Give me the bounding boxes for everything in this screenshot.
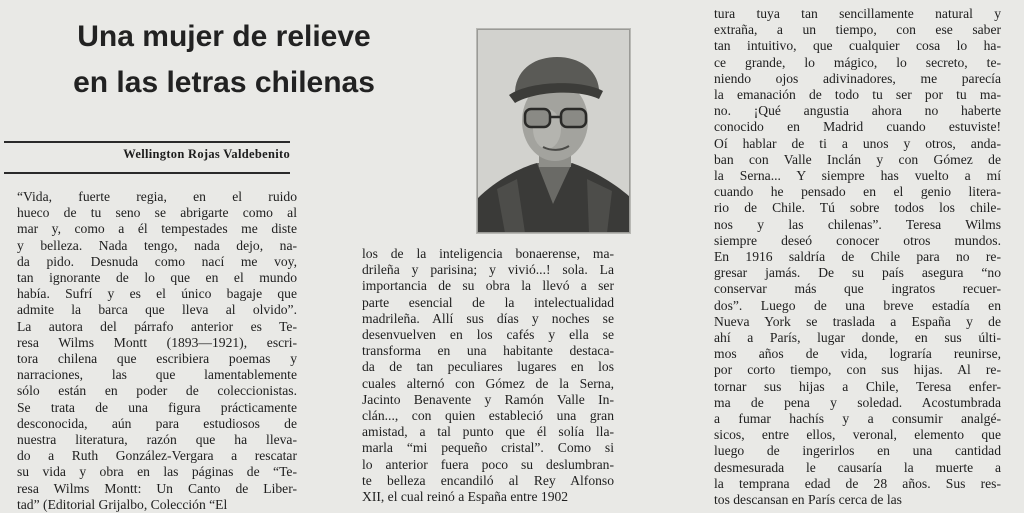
article-text-line: XII, el cual reinó a España entre 1902 (362, 489, 569, 505)
article-text-line: narraciones, las que lamentablemente (17, 367, 297, 383)
article-text-line: tan intuitivo, que cualquier cosa lo ha- (714, 38, 1001, 54)
article-text-line: amistad, a tal punto que él solía lla- (362, 424, 614, 440)
article-text-line: sólo están en poder de coleccionistas. (17, 383, 297, 399)
article-text-line: tura tuya tan sencillamente natural y (714, 6, 1001, 21)
byline: Wellington Rojas Valdebenito (123, 147, 290, 161)
article-text-line: tan ignorante de lo que en el mundo (17, 270, 297, 286)
article-text-line: importancia de su obra la llevó a ser (362, 278, 614, 294)
article-text-line: cuales alternó con Gómez de la Serna, (362, 375, 614, 391)
article-text-line: tora chilena que escribiera poemas y (17, 351, 297, 367)
article-text-line: hueco de tu seno se abrigarte como al (17, 205, 297, 221)
article-text-line: da de tan peculiares lugares en los (362, 359, 614, 375)
article-text-line: transforma en una habitante destaca- (362, 343, 614, 359)
article-text-line: dos”. Luego de una breve estadía en (714, 297, 1001, 313)
article-text-line: gresar jamás. De su país asegura “no (714, 265, 1001, 281)
article-text-line: parte esencial de la intelectualidad (362, 294, 614, 310)
article-column-2 (362, 246, 614, 505)
article-text-line: la Serna... Y siempre has vuelto a mí (714, 168, 1001, 184)
article-text-line: Se trata de una figura prácticamente (17, 399, 297, 415)
article-text-line: a fumar hachís y a consumir analgé- (714, 411, 1001, 427)
article-text-line: ma de pena y soledad. Acostumbrada (714, 394, 1001, 410)
article-text-line: cuando he pensado en el genio litera- (714, 184, 1001, 200)
article-text-line: resa Wilms Montt (1893—1921), escri- (17, 334, 297, 350)
article-text-line: Oí hablar de ti a unos y otros, anda- (714, 135, 1001, 151)
article-text-line: La autora del párrafo anterior es Te- (17, 318, 297, 334)
article-text-line: no. ¡Qué angustia ahora no haberte (714, 103, 1001, 119)
article-text-line: su vida y obra en las páginas de “Te- (17, 464, 297, 480)
article-text-line: los de la inteligencia bonaerense, ma- (362, 246, 614, 261)
article-text-line: Jacinto Benavente y Ramón Valle In- (362, 391, 614, 407)
article-text-line: En 1916 saldría de Chile para no re- (714, 249, 1001, 265)
article-text-line: ce grande, lo mágico, lo secreto, te- (714, 54, 1001, 70)
article-text-line: do a Ruth González-Vergara a rescatar (17, 448, 297, 464)
article-text-line: madrileña. Allí sus días y noches se (362, 310, 614, 326)
article-column-3 (714, 6, 1001, 508)
article-text-line: nuestra literatura, razón que ha lleva- (17, 432, 297, 448)
article-text-line: extraña, a un tiempo, con ese saber (714, 22, 1001, 38)
article-text-line: Nueva York se traslada a España y de (714, 313, 1001, 329)
article-text-line: conocido en Madrid cuando estuviste! (714, 119, 1001, 135)
article-text-line: ahí a París, lugar donde, en sus últi- (714, 330, 1001, 346)
article-text-line: luego de ingerirlos en una cantidad (714, 443, 1001, 459)
article-text-line: conservar más que ingratos recuer- (714, 281, 1001, 297)
article-text-line: mos años de vida, lograría reunirse, (714, 346, 1001, 362)
article-text-line: te belleza encandiló al Rey Alfonso (362, 472, 614, 488)
article-text-line: da pido. Desnuda como nací me voy, (17, 253, 297, 269)
article-text-line: drileña y parisina; y vivió...! sola. La (362, 262, 614, 278)
article-text-line: la temprana edad de 28 años. Sus res- (714, 475, 1001, 491)
article-text-line: admite la barca que lleva al olvido”. (17, 302, 297, 318)
article-text-line: tos descansan en París cerca de las (714, 492, 902, 508)
article-text-line: desenvuelven en los cafés y ella se (362, 327, 614, 343)
article-text-line: nos y las chilenas”. Teresa Wilms (714, 216, 1001, 232)
portrait-photo-icon (477, 29, 630, 233)
article-text-line: tornar sus hijas a Chile, Teresa enfer- (714, 378, 1001, 394)
divider-bottom (4, 172, 290, 174)
article-text-line: la emanación de todo tu ser por tu ma- (714, 87, 1001, 103)
article-column-1 (17, 189, 297, 513)
article-text-line: había. Sufrí y es el único bagaje que (17, 286, 297, 302)
article-text-line: por corto tiempo, con sus hijas. Al re- (714, 362, 1001, 378)
article-text-line: lo anterior fuera poco su deslumbran- (362, 456, 614, 472)
headline-line-1: Una mujer de relieve (77, 20, 371, 53)
article-text-line: mar y, como a él tempestades me diste (17, 221, 297, 237)
article-text-line: rio de Chile. Tú sobre todos los chile- (714, 200, 1001, 216)
article-text-line: niendo ojos adivinadores, me parecía (714, 70, 1001, 86)
article-text-line: “Vida, fuerte regia, en el ruido (17, 189, 297, 204)
article-text-line: marla “mi pequeño cristal”. Como si (362, 440, 614, 456)
article-text-line: desconocida, aún para estudiosos de (17, 415, 297, 431)
article-text-line: ban con Valle Inclán y con Gómez de (714, 151, 1001, 167)
headline-line-2: en las letras chilenas (73, 66, 375, 99)
article-text-line: y belleza. Nada tengo, nada dejo, na- (17, 237, 297, 253)
article-text-line: siempre deseó conocer otros mundos. (714, 232, 1001, 248)
article-text-line: clán..., con quien estableció una gran (362, 408, 614, 424)
headline (14, 14, 434, 106)
portrait-photo (476, 28, 631, 234)
article-text-line: tad” (Editorial Grijalbo, Colección “El (17, 496, 228, 512)
divider-top (4, 141, 290, 143)
article-text-line: desmesurada le causaría la muerte a (714, 459, 1001, 475)
article-text-line: resa Wilms Montt: Un Canto de Liber- (17, 480, 297, 496)
article-text-line: sicos, entre ellos, veronal, elemento que (714, 427, 1001, 443)
